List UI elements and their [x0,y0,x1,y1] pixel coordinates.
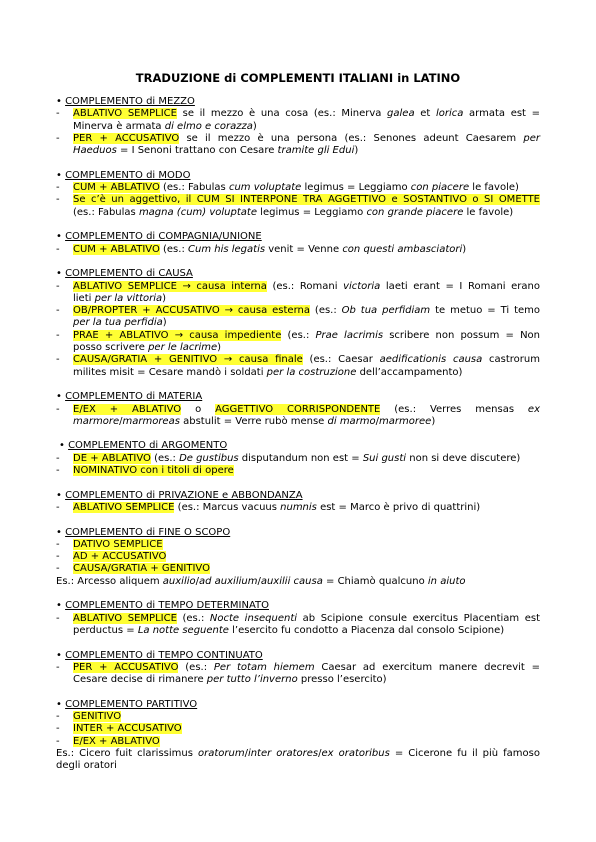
text-run: (es.: [176,612,210,624]
list-item-continuation [73,416,540,428]
text-run: (es.: Romani [266,280,344,292]
list-item-continuation [73,367,540,379]
highlighted-rule: OB/PROPTER + ACCUSATIVO → causa esterna [73,305,310,317]
highlighted-rule: AD + ACCUSATIVO [73,551,167,563]
list-dash: - [56,538,60,550]
text-run: Es.: Arcesso aliquem [56,575,163,587]
list-dash: - [56,711,60,722]
list-item [73,711,540,723]
text-run: ) [162,317,167,329]
list-dash: - [56,551,60,563]
text-run: posso scrivere [73,342,149,353]
text-run: dell’accampamento) [356,366,463,378]
text-run: milites misit = Cesare mandò i soldati [73,366,267,378]
text-run: marmoree [379,415,432,427]
text-run: auxilii causa [260,575,323,587]
text-run: venit = Venne [265,243,343,255]
text-run: marmoreas [122,415,180,427]
text-run: (es.: [159,243,188,255]
list-item [73,453,540,465]
text-run: se il mezzo è una persona (es.: Senones adeunt Caesarem [179,132,524,144]
list-item [73,244,540,256]
bullet-icon: • [56,649,66,661]
text-run: (es.: Marcus vacuus [174,501,281,513]
list-item [73,502,540,514]
list-dash: - [56,329,60,341]
document-title: TRADUZIONE di COMPLEMENTI ITALIANI in LATINO [135,71,461,85]
list-item-continuation [73,293,540,305]
section-heading [56,650,540,662]
list-dash: - [56,563,60,575]
section-heading-text: COMPLEMENTO di COMPAGNIA/UNIONE [65,231,262,243]
section-heading-text: COMPLEMENTO di TEMPO CONTINUATO [65,649,263,661]
text-run: La notte seguente [137,624,229,636]
list-item-continuation [73,207,540,219]
example-note [56,576,540,588]
text-run: = Chiamò qualcuno [322,575,428,587]
list-item [73,613,540,625]
text-run: auxilio [162,575,196,587]
text-run: De gustibus [179,452,239,464]
list-dash: - [56,612,60,624]
text-run: scribere non possum = Non [383,329,541,341]
text-run: ex oratoribus [321,747,390,759]
highlighted-rule: DATIVO SEMPLICE [73,538,163,550]
text-run: oratorum [197,747,245,759]
text-run: ad auxilium [199,575,258,587]
list-item [73,354,540,366]
highlighted-rule: GENITIVO [73,711,122,722]
bullet-icon: • [59,440,69,452]
text-run: Minerva è armata [73,120,165,132]
text-run: Prae lacrimis [315,329,384,341]
text-run: per la tua perfidia [73,317,163,329]
list-item [73,662,540,674]
text-run: Cesare decise di rimanere [73,674,207,686]
text-run: inter oratores [247,747,319,759]
highlighted-rule: DE + ABLATIVO [73,452,151,464]
section-heading-text: COMPLEMENTO di PRIVAZIONE e ABBONDANZA [65,489,303,501]
example-note [56,748,540,760]
text-run: galea [387,108,415,120]
section-heading [56,391,540,403]
list-item [73,305,540,317]
text-run: ab Scipione consule exercitus Placentiam est [297,612,541,624]
list-dash: - [56,108,60,120]
list-dash: - [56,305,60,317]
text-run: castrorum [482,354,540,366]
text-run: / [318,747,322,759]
text-run: tramite gli Edui [277,145,355,157]
list-item-continuation [73,342,540,354]
highlighted-rule: CUM + ABLATIVO [73,243,160,255]
text-run: (es.: Verres mensas [380,403,528,415]
bullet-icon: • [56,600,66,612]
text-run: (es.: Fabulas [159,182,229,194]
section-heading-text: COMPLEMENTO di MATERIA [65,391,203,403]
list-item [73,551,540,563]
bullet-icon: • [56,231,66,243]
highlighted-rule: E/EX + ABLATIVO [73,403,182,415]
text-run: le favole) [469,182,519,194]
list-item [73,330,540,342]
list-dash: - [56,280,60,292]
text-run: magna (cum) voluptate [138,206,257,218]
text-run: degli oratori [56,760,117,772]
section-heading-text: COMPLEMENTO di FINE O SCOPO [65,526,231,538]
section-heading-text: COMPLEMENTO di MODO [65,169,191,181]
text-run: et [414,108,436,120]
list-item [73,108,540,120]
text-run: Es.: Cicero fuit clarissimus [56,747,198,759]
text-run: (es.: [310,305,342,317]
list-item-continuation [73,145,540,157]
text-run: victoria [343,280,381,292]
text-run: per la costruzione [266,366,357,378]
text-run: Nocte insequenti [209,612,298,624]
section-heading [56,268,540,280]
text-run: / [257,575,261,587]
list-dash: - [56,661,60,673]
list-dash: - [56,403,60,415]
text-run: in aiuto [427,575,466,587]
section-heading-text: COMPLEMENTO di CAUSA [65,268,193,280]
highlighted-rule: ABLATIVO SEMPLICE [73,108,177,120]
highlighted-rule: PER + ACCUSATIVO [73,661,179,673]
section-heading [56,170,540,182]
text-run: se il mezzo è una cosa (es.: Minerva [176,108,388,120]
bullet-icon: • [56,268,66,280]
list-item [73,182,540,194]
highlighted-rule: Se c’è un aggettivo, il CUM SI INTERPONE TRA AGGETTIVO e SOSTANTIVO o SI OMETTE [73,194,540,206]
list-item-continuation [73,121,540,133]
section-heading-text: COMPLEMENTO PARTITIVO [65,698,198,710]
bullet-icon: • [56,526,66,538]
text-run: con grande piacere [366,206,464,218]
list-dash: - [56,182,60,194]
text-run: Caesar ad exercitum manere decrevit = [314,661,541,673]
list-item [73,404,540,416]
text-run: / [119,415,123,427]
text-run: ) [462,243,467,255]
text-run: con questi ambasciatori [342,243,463,255]
bullet-icon: • [56,391,66,403]
text-run: disputandum non est = [238,452,363,464]
text-run: legimus = Leggiamo [301,182,411,194]
section-heading [56,96,540,108]
text-run: te metuo = Ti temo [430,305,540,317]
highlighted-rule: ABLATIVO SEMPLICE [73,612,177,624]
text-run: per tutto l’inverno [206,674,298,686]
bullet-icon: • [56,96,66,107]
text-run: Cum his legatis [188,243,266,255]
text-run: presso l’esercito) [297,674,387,686]
list-item [73,133,540,145]
text-run: (es.: [178,661,214,673]
list-item [73,563,540,575]
list-item [73,194,540,206]
text-run: l’esercito fu condotto a Piacenza dal consolo Scipione) [228,624,505,636]
text-run: ) [354,145,359,157]
text-run: abstulit = Verre rubò mense [179,415,328,427]
section-heading [56,490,540,502]
text-run: (es.: [150,452,180,464]
example-note-continuation [56,760,540,772]
section-heading [56,231,540,243]
list-dash: - [56,452,60,464]
bullet-icon: • [56,489,66,501]
section-heading [56,527,540,539]
list-item [73,281,540,293]
text-run: / [195,575,200,587]
text-run: est = Marco è privo di quattrini) [316,501,481,513]
text-run: Ob tua perfidiam [341,305,431,317]
highlighted-rule: INTER + ACCUSATIVO [73,723,182,735]
highlighted-rule: AGGETTIVO CORRISPONDENTE [215,403,381,415]
list-dash: - [56,735,60,747]
section-heading [56,600,540,612]
text-run: / [375,415,380,427]
list-dash: - [56,243,60,255]
list-item [73,465,540,477]
text-run: ) [431,415,436,427]
section-heading-text: COMPLEMENTO di MEZZO [65,96,195,107]
highlighted-rule: NOMINATIVO con i titoli di opere [73,465,234,476]
text-run: armata est = [463,108,541,120]
section-heading [56,699,540,711]
text-run: ) [252,120,257,132]
text-run: per le lacrime [148,342,218,353]
highlighted-rule: CAUSA/GRATIA + GENITIVO → causa finale [73,354,303,366]
text-run: Haeduos [73,145,117,157]
highlighted-rule: PRAE + ABLATIVO → causa impediente [73,329,282,341]
highlighted-rule: CAUSA/GRATIA + GENITIVO [73,563,210,575]
list-dash: - [56,194,60,206]
list-item [73,539,540,551]
text-run: cum voluptate [228,182,302,194]
bullet-icon: • [56,169,66,181]
text-run: / [244,747,248,759]
text-run: legimus = Leggiamo [256,206,367,218]
text-run: Per totam hiemem [213,661,315,673]
list-dash: - [56,501,60,513]
list-dash: - [56,354,60,366]
list-item-continuation [73,625,540,637]
list-item-continuation [73,674,540,686]
text-run: per [523,132,540,144]
list-dash: - [56,132,60,144]
highlighted-rule: E/EX + ABLATIVO [73,735,160,747]
text-run: ex [527,403,540,415]
text-run: aedificationis causa [379,354,483,366]
bullet-icon: • [56,698,66,710]
text-run: (es.: Fabulas [73,206,139,218]
text-run: Sui gusti [362,452,407,464]
highlighted-rule: CUM + ABLATIVO [73,182,160,194]
section-heading [59,440,543,452]
text-run: = I Senoni trattano con Cesare [116,145,278,157]
text-run: di elmo e corazza [164,120,253,132]
text-run: marmore [73,415,120,427]
list-dash: - [56,723,60,735]
section-heading-text: COMPLEMENTO di TEMPO DETERMINATO [65,600,269,612]
section-heading-text: COMPLEMENTO di ARGOMENTO [68,440,228,452]
text-run: le favole) [463,206,514,218]
text-run: non si deve discutere) [406,452,521,464]
text-run: lorica [435,108,464,120]
text-run: ) [162,292,167,304]
text-run: ) [217,342,222,353]
text-run: (es.: Caesar [302,354,380,366]
text-run: (es.: [281,329,316,341]
highlighted-rule: PER + ACCUSATIVO [73,132,180,144]
text-run: lieti [73,292,95,304]
text-run: = Cicerone fu il più famoso [389,747,540,759]
list-item [73,736,540,748]
text-run: di marmo [327,415,376,427]
text-run: numnis [280,501,317,513]
list-item [73,723,540,735]
text-run: o [181,403,216,415]
text-run: perductus = [73,624,138,636]
highlighted-rule: ABLATIVO SEMPLICE [73,501,175,513]
highlighted-rule: ABLATIVO SEMPLICE → causa interna [73,280,267,292]
text-run: per la vittoria [94,292,163,304]
list-item-continuation [73,317,540,329]
text-run: laeti erant = I Romani erano [380,280,540,292]
list-dash: - [56,465,60,476]
text-run: con piacere [410,182,470,194]
